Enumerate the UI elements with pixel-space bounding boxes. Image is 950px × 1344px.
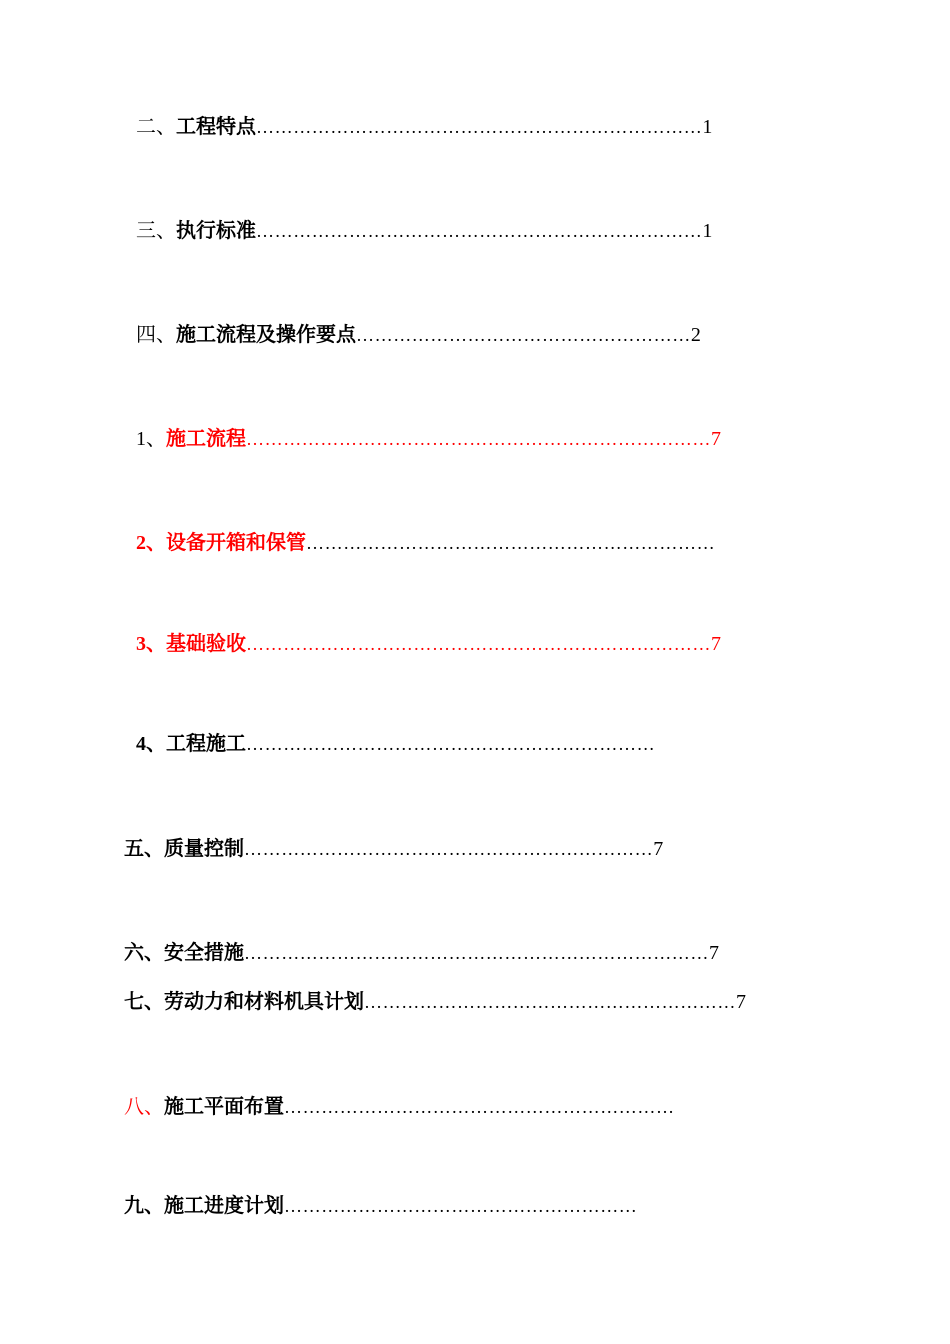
toc-leader: ………………………………………………………………… (244, 943, 709, 963)
toc-entry-4-1 (136, 426, 721, 450)
toc-title: 施工流程 (166, 426, 246, 450)
toc-leader: ……………………………………………………………… (256, 221, 703, 241)
toc-prefix: 1、 (136, 428, 166, 450)
toc-entry-4-3 (136, 631, 721, 655)
toc-page-number: 1 (702, 220, 713, 242)
toc-prefix: 四、 (136, 322, 176, 346)
toc-page-number: 1 (702, 116, 713, 138)
toc-entry-4-2 (136, 530, 715, 554)
toc-title: 施工流程及操作要点 (176, 322, 356, 346)
toc-page-number: 7 (709, 942, 719, 964)
toc-entry-2 (136, 114, 712, 138)
toc-leader: …………………………………………………… (364, 992, 736, 1012)
toc-prefix: 4、 (136, 733, 166, 755)
toc-page-number: 7 (653, 838, 664, 860)
toc-entry-4 (136, 322, 701, 346)
toc-title: 劳动力和材料机具计划 (164, 989, 364, 1013)
toc-leader: ………………………………………………………… (306, 533, 716, 553)
toc-prefix: 三、 (136, 218, 176, 242)
toc-prefix: 八、 (124, 1094, 164, 1118)
toc-page-number: 7 (711, 428, 721, 450)
toc-title: 执行标准 (176, 218, 256, 242)
toc-title: 施工平面布置 (164, 1094, 284, 1118)
toc-entry-4-4 (136, 731, 655, 755)
toc-entry-3 (136, 218, 712, 242)
toc-leader: ……………………………………………………………… (256, 117, 703, 137)
toc-prefix: 六、 (124, 940, 164, 964)
toc-prefix: 二、 (136, 114, 176, 138)
toc-title: 基础验收 (166, 631, 246, 655)
toc-entry-8 (124, 1094, 675, 1118)
toc-leader: ………………………………………………………… (244, 839, 654, 859)
toc-prefix: 3、 (136, 633, 166, 655)
toc-prefix: 五、 (124, 836, 164, 860)
toc-title: 工程施工 (166, 731, 246, 755)
toc-entry-9 (124, 1193, 637, 1217)
toc-page-number: 7 (736, 991, 746, 1013)
toc-leader: ……………………………………………… (356, 325, 691, 345)
toc-leader: ………………………………………………… (284, 1196, 638, 1216)
toc-title: 安全措施 (164, 940, 244, 964)
toc-title: 施工进度计划 (164, 1193, 284, 1217)
toc-prefix: 七、 (124, 989, 164, 1013)
toc-leader: ………………………………………………………………… (246, 429, 711, 449)
toc-leader: ……………………………………………………… (284, 1097, 675, 1117)
toc-title: 设备开箱和保管 (166, 530, 306, 554)
toc-entry-7 (124, 989, 746, 1013)
toc-entry-5 (124, 836, 663, 860)
toc-leader: ………………………………………………………… (246, 734, 656, 754)
toc-title: 工程特点 (176, 114, 256, 138)
toc-entry-6 (124, 940, 719, 964)
toc-prefix: 九、 (124, 1193, 164, 1217)
toc-page-number: 7 (711, 633, 721, 655)
toc-leader: ………………………………………………………………… (246, 634, 711, 654)
toc-prefix: 2、 (136, 532, 166, 554)
toc-page-number: 2 (690, 324, 701, 346)
toc-title: 质量控制 (164, 836, 244, 860)
